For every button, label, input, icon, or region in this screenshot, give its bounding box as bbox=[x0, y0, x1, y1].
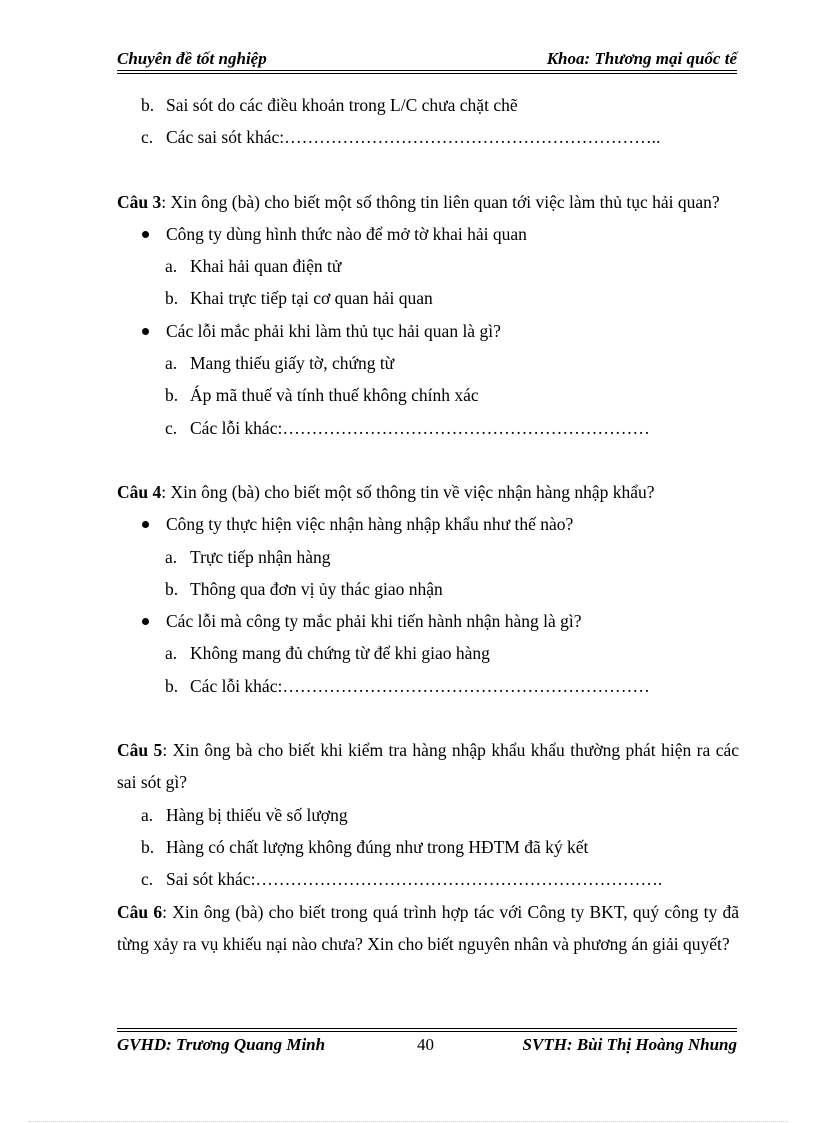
question-4: Câu 4: Xin ông (bà) cho biết một số thông tin về việc nhận hàng nhập khẩu? bbox=[117, 481, 655, 502]
bullet-item: Công ty dùng hình thức nào để mở tờ khai hải quan bbox=[117, 218, 739, 250]
page-header bbox=[117, 49, 737, 71]
page-number: 40 bbox=[417, 1035, 434, 1054]
bullet-icon bbox=[142, 328, 149, 335]
list-item: c. Sai sót khác:……………………………………………………………. bbox=[141, 869, 663, 890]
header-rule-bottom bbox=[117, 73, 737, 74]
list-item: b. Sai sót do các điều khoản trong L/C chưa chặt chẽ bbox=[141, 95, 518, 115]
header-rule-top bbox=[117, 70, 737, 71]
bullet-icon bbox=[142, 618, 149, 625]
header-right: Khoa: Thương mại quốc tế bbox=[546, 49, 737, 68]
list-item: b. Các lỗi khác:……………………………………………………… bbox=[165, 675, 650, 696]
list-item: a. Trực tiếp nhận hàng bbox=[165, 546, 331, 567]
footer-rule-bottom bbox=[117, 1031, 737, 1032]
footer-left: GVHD: Trương Quang Minh bbox=[117, 1035, 326, 1054]
list-item: b. Thông qua đơn vị ủy thác giao nhận bbox=[165, 578, 443, 599]
footer-rule-top bbox=[117, 1028, 737, 1029]
page-content bbox=[117, 89, 739, 960]
header-left: Chuyên đề tốt nghiệp bbox=[117, 49, 267, 68]
list-item: b. Khai trực tiếp tại cơ quan hải quan bbox=[165, 288, 433, 309]
list-item: a. Khai hải quan điện tử bbox=[165, 256, 342, 277]
list-item: c. Các lỗi khác:……………………………………………………… bbox=[165, 417, 650, 438]
question-3: Câu 3: Xin ông (bà) cho biết một số thông tin liên quan tới việc làm thủ tục hải quan? bbox=[117, 191, 720, 212]
bullet-item: Các lỗi mắc phải khi làm thủ tục hải quan là gì? bbox=[117, 315, 739, 347]
page-edge-dotted-line bbox=[28, 1121, 788, 1122]
list-item: b. Hàng có chất lượng không đúng như trong HĐTM đã ký kết bbox=[141, 836, 589, 857]
question-6: Câu 6: Xin ông (bà) cho biết trong quá trình hợp tác với Công ty BKT, quý công ty đã từng xảy ra vụ khiếu nại nào chưa? Xin cho biết nguyên nhân và phương án giải quyết? bbox=[117, 901, 739, 954]
list-item: a. Không mang đủ chứng từ để khi giao hàng bbox=[165, 643, 490, 664]
question-5: Câu 5: Xin ông bà cho biết khi kiểm tra hàng nhập khẩu khẩu thường phát hiện ra các sai sót gì? bbox=[117, 740, 739, 793]
list-item: a. Mang thiếu giấy tờ, chứng từ bbox=[165, 353, 395, 374]
footer-right: SVTH: Bùi Thị Hoàng Nhung bbox=[522, 1035, 737, 1054]
bullet-item: Công ty thực hiện việc nhận hàng nhập khẩu như thế nào? bbox=[117, 508, 739, 540]
list-item: c. Các sai sót khác:……………………………………………………….. bbox=[141, 127, 661, 148]
bullet-icon bbox=[142, 231, 149, 238]
bullet-item: Các lỗi mà công ty mắc phải khi tiến hành nhận hàng là gì? bbox=[117, 605, 739, 637]
bullet-icon bbox=[142, 521, 149, 528]
list-item: b. Áp mã thuế và tính thuế không chính xác bbox=[165, 385, 479, 406]
list-item: a. Hàng bị thiếu về số lượng bbox=[141, 804, 348, 825]
page-footer bbox=[117, 1035, 737, 1057]
